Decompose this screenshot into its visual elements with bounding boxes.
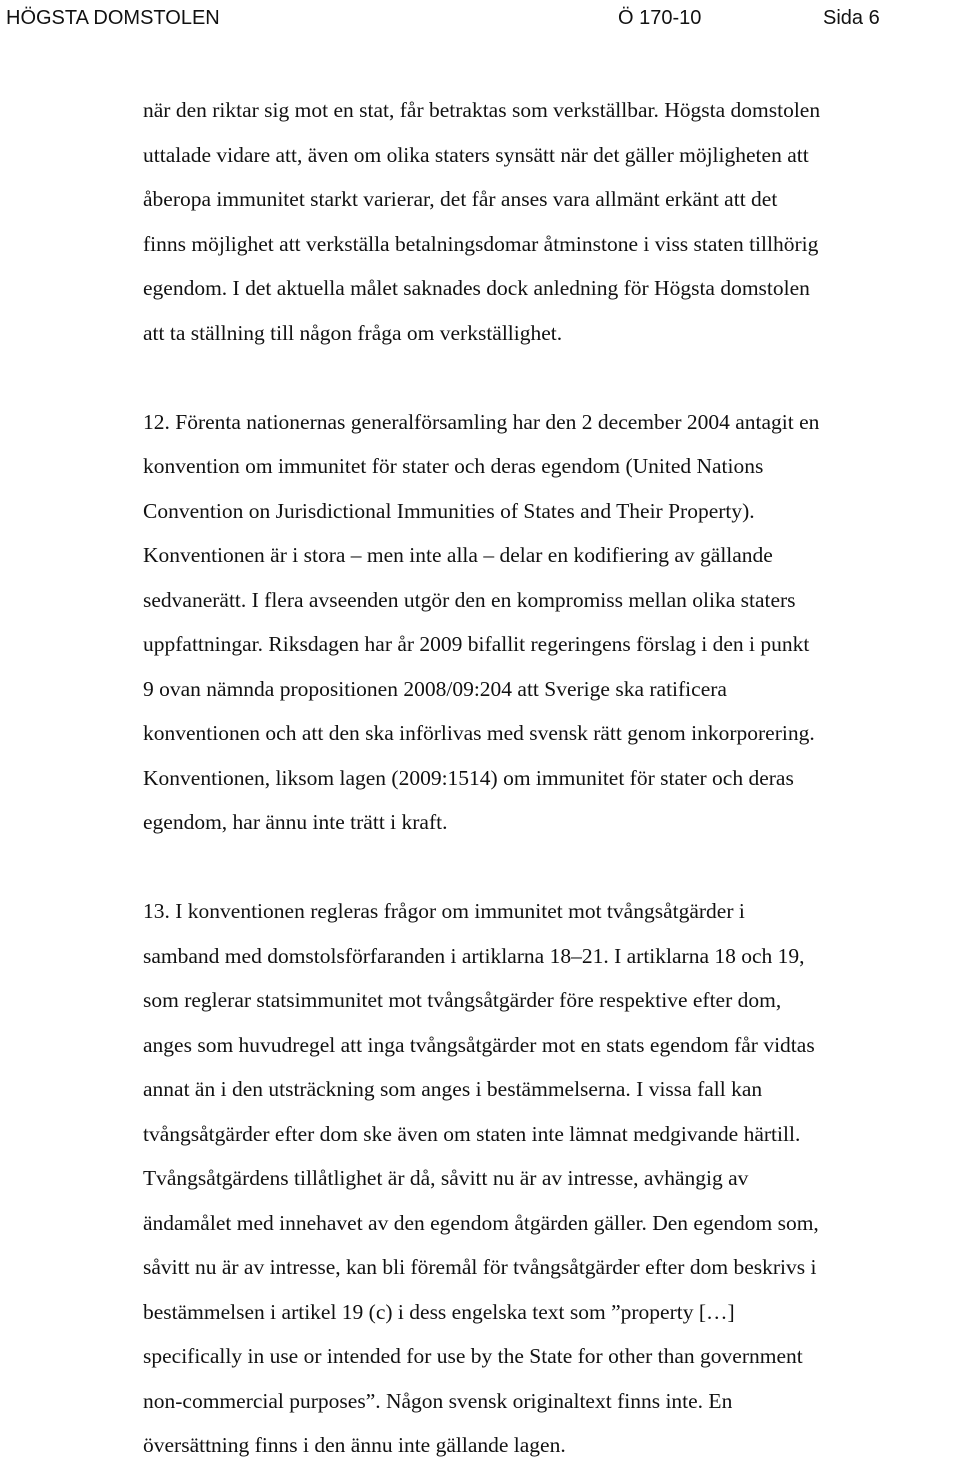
paragraph-spacer [143, 355, 943, 400]
page-header [6, 3, 896, 33]
text-line: non-commercial purposes”. Någon svensk originaltext finns inte. En [143, 1388, 733, 1413]
court-name: HÖGSTA DOMSTOLEN [6, 7, 220, 29]
text-line: tvångsåtgärder efter dom ske även om staten inte lämnat medgivande härtill. [143, 1121, 801, 1146]
text-line: 12. Förenta nationernas generalförsamling har den 2 december 2004 antagit en [143, 409, 820, 434]
text-line: samband med domstolsförfaranden i artiklarna 18–21. I artiklarna 18 och 19, [143, 943, 805, 968]
text-line: ändamålet med innehavet av den egendom åtgärden gäller. Den egendom som, [143, 1210, 819, 1235]
text-line: åberopa immunitet starkt varierar, det får anses vara allmänt erkänt att det [143, 187, 778, 211]
text-line: bestämmelsen i artikel 19 (c) i dess engelska text som ”property […] [143, 1299, 735, 1324]
text-line: Konventionen är i stora – men inte alla – delar en kodifiering av gällande [143, 543, 773, 567]
document-body [143, 88, 943, 1468]
page-number: Sida 6 [823, 7, 880, 29]
text-line: egendom. I det aktuella målet saknades dock anledning för Högsta domstolen [143, 276, 810, 300]
text-line: konventionen och att den ska införlivas med svensk rätt genom inkorporering. [143, 721, 815, 745]
text-line: uttalade vidare att, även om olika staters synsätt när det gäller möjligheten att [143, 142, 809, 167]
paragraph-11-continuation [143, 88, 943, 355]
text-line: annat än i den utsträckning som anges i bestämmelserna. I vissa fall kan [143, 1077, 763, 1101]
text-line: översättning finns i den ännu inte gällande lagen. [143, 1433, 566, 1457]
text-line: konvention om immunitet för stater och deras egendom (United Nations [143, 454, 764, 478]
paragraph-12 [143, 400, 943, 845]
text-line: finns möjlighet att verkställa betalningsdomar åtminstone i viss staten tillhörig [143, 231, 819, 256]
text-line: 13. I konventionen regleras frågor om immunitet mot tvångsåtgärder i [143, 899, 745, 923]
paragraph-13 [143, 889, 943, 1468]
text-line: som reglerar statsimmunitet mot tvångsåtgärder före respektive efter dom, [143, 988, 782, 1012]
case-number: Ö 170-10 [618, 7, 702, 29]
text-line: när den riktar sig mot en stat, får betraktas som verkställbar. Högsta domstolen [143, 98, 821, 122]
text-line: specifically in use or intended for use by the State for other than government [143, 1344, 803, 1368]
text-line: att ta ställning till någon fråga om verkställighet. [143, 320, 563, 345]
text-line: såvitt nu är av intresse, kan bli föremål för tvångsåtgärder efter dom beskrivs i [143, 1255, 817, 1279]
text-line: sedvanerätt. I flera avseenden utgör den en kompromiss mellan olika staters [143, 587, 796, 612]
text-line: egendom, har ännu inte trätt i kraft. [143, 810, 448, 834]
text-line: 9 ovan nämnda propositionen 2008/09:204 att Sverige ska ratificera [143, 676, 727, 701]
paragraph-spacer [143, 845, 943, 890]
text-line: Tvångsåtgärdens tillåtlighet är då, såvitt nu är av intresse, avhängig av [143, 1166, 749, 1190]
text-line: anges som huvudregel att inga tvångsåtgärder mot en stats egendom får vidtas [143, 1032, 815, 1057]
text-line: uppfattningar. Riksdagen har år 2009 bifallit regeringens förslag i den i punkt [143, 632, 810, 656]
text-line: Convention on Jurisdictional Immunities of States and Their Property). [143, 498, 755, 523]
text-line: Konventionen, liksom lagen (2009:1514) om immunitet för stater och deras [143, 765, 794, 790]
